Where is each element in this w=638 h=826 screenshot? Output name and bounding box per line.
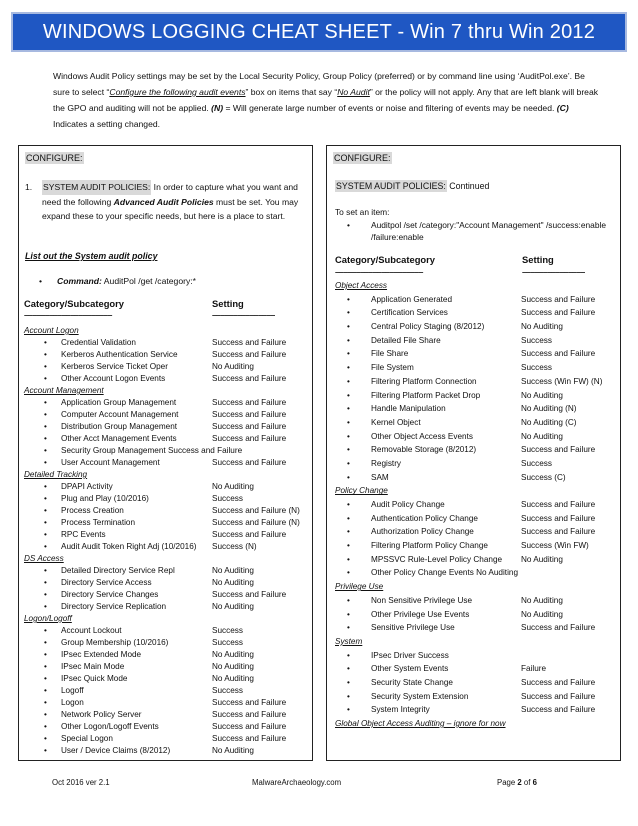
subcategory-name: File Share xyxy=(371,349,409,359)
subcategory-name: Detailed Directory Service Repl xyxy=(61,566,175,575)
header-rule-category: ––––––––––––––––––––– xyxy=(24,310,112,320)
subcategory-name: Authentication Policy Change xyxy=(371,513,478,523)
intro-text-5: ” or the policy will not apply. Any that are left blank will break the GPO and auditing will not be applied. xyxy=(53,87,599,113)
setting-value: Success xyxy=(521,458,552,468)
setting-value: Success and Failure xyxy=(521,500,596,509)
setting-value: Success (Win FW) (N) xyxy=(521,376,603,386)
subcategory-name: Logon xyxy=(61,698,84,707)
right-column xyxy=(326,145,621,761)
bullet-icon: • xyxy=(347,445,350,455)
header-setting: Setting xyxy=(522,254,554,265)
setting-value: No Auditing (N) xyxy=(521,404,577,414)
subcategory-name: Kerberos Authentication Service xyxy=(61,350,178,359)
command-line xyxy=(39,275,196,287)
bullet-icon: • xyxy=(347,527,350,537)
left-policy-list xyxy=(24,325,312,757)
intro-emphasis-no-audit: No Audit xyxy=(337,87,370,97)
policy-row xyxy=(335,348,619,362)
page-title-banner: WINDOWS LOGGING CHEAT SHEET - Win 7 thru Win 2012 xyxy=(11,12,627,52)
bullet-icon: • xyxy=(347,458,350,468)
bullet-icon: • xyxy=(44,734,47,743)
item-number: 1. xyxy=(25,182,33,192)
category-heading: Logon/Logoff xyxy=(24,614,72,623)
subcategory-name: User / Device Claims (8/2012) xyxy=(61,746,171,755)
bullet-icon: • xyxy=(44,698,47,707)
subcategory-name: Registry xyxy=(371,458,402,468)
bullet-icon: • xyxy=(44,746,47,755)
category-heading: System xyxy=(335,636,363,646)
setting-value: Success and Failure xyxy=(521,308,596,318)
bullet-icon: • xyxy=(44,530,47,539)
set-command-text: Auditpol /set /category:"Account Management" /success:enable /failure:enable xyxy=(371,219,606,242)
setting-value: No Auditing xyxy=(212,578,254,587)
policy-row xyxy=(24,505,312,517)
subcategory-name: Directory Service Changes xyxy=(61,590,159,599)
subcategory-name: Distribution Group Management xyxy=(61,422,178,431)
subcategory-name: Credential Validation xyxy=(61,338,136,347)
header-rule-category: ––––––––––––––––––––– xyxy=(335,267,423,277)
policy-row xyxy=(24,625,312,637)
policy-row xyxy=(24,373,312,385)
policy-row xyxy=(335,691,619,705)
policy-row xyxy=(335,677,619,691)
setting-value: Success and Failure xyxy=(521,623,596,633)
setting-value: Success and Failure (N) xyxy=(212,518,300,527)
bullet-icon: • xyxy=(347,431,350,441)
policy-row xyxy=(24,697,312,709)
subcategory-name: Application Group Management xyxy=(61,398,177,407)
bullet-icon: • xyxy=(347,609,350,619)
bullet-icon: • xyxy=(44,518,47,527)
bullet-icon: • xyxy=(347,363,350,373)
policy-row xyxy=(24,409,312,421)
bullet-icon: • xyxy=(347,404,350,414)
bullet-icon: • xyxy=(44,506,47,515)
policy-row xyxy=(335,307,619,321)
setting-value: No Auditing xyxy=(521,322,563,332)
category-heading: Account Management xyxy=(24,386,104,395)
policy-row xyxy=(24,721,312,733)
subcategory-name: User Account Management xyxy=(61,458,160,467)
bullet-icon: • xyxy=(44,566,47,575)
bullet-icon: • xyxy=(44,374,47,383)
bullet-icon: • xyxy=(347,219,350,230)
page-prefix: Page xyxy=(497,778,518,787)
header-category: Category/Subcategory xyxy=(335,254,436,265)
footer-page xyxy=(497,778,537,787)
system-audit-policies-continued xyxy=(335,180,489,192)
policy-row xyxy=(335,567,619,581)
subcategory-name: IPsec Main Mode xyxy=(61,662,125,671)
policy-row xyxy=(335,595,619,609)
setting-value: Success xyxy=(212,626,243,635)
setting-value: Success and Failure xyxy=(212,338,287,347)
intro-text-1: Windows Audit Policy settings may be set by the Local Security Policy, Group Policy (preferred) or by command line using ‘AuditPol.exe’. Be sure to select “ xyxy=(53,71,585,97)
section-bold-text: Advanced Audit Policies xyxy=(113,196,214,207)
intro-noise-flag: (N) xyxy=(211,103,224,113)
policy-row xyxy=(24,589,312,601)
policy-row xyxy=(335,321,619,335)
set-item-instructions xyxy=(335,206,615,244)
bullet-icon: • xyxy=(44,578,47,587)
bullet-icon: • xyxy=(347,554,350,564)
setting-value: Success and Failure xyxy=(521,705,596,715)
bullet-icon: • xyxy=(44,710,47,719)
bullet-icon: • xyxy=(44,662,47,671)
category-heading: Detailed Tracking xyxy=(24,470,88,479)
list-out-heading: List out the System audit policy xyxy=(25,251,158,261)
page-of: of xyxy=(521,778,533,787)
bullet-icon: • xyxy=(347,568,350,578)
subcategory-name: Other Object Access Events xyxy=(371,431,473,441)
subcategory-name: Central Policy Staging (8/2012) xyxy=(371,322,485,332)
page-number: 2 xyxy=(517,778,522,787)
policy-row xyxy=(335,554,619,568)
subcategory-name: DPAPI Activity xyxy=(61,482,113,491)
subcategory-name: Other System Events xyxy=(371,664,449,674)
policy-row xyxy=(24,361,312,373)
left-column xyxy=(18,145,313,761)
subcategory-name: Computer Account Management xyxy=(61,410,179,419)
setting-value: Success (C) xyxy=(521,472,566,482)
subcategory-name: Process Termination xyxy=(61,518,136,527)
setting-value: Success and Failure xyxy=(212,698,287,707)
policy-row xyxy=(24,685,312,697)
setting-value: No Auditing xyxy=(212,746,254,755)
header-rule-setting: ––––––––––––––– xyxy=(212,310,275,320)
setting-value: Success and Failure xyxy=(212,410,287,419)
subcategory-name: Application Generated xyxy=(371,294,453,304)
bullet-icon: • xyxy=(44,482,47,491)
setting-value: No Auditing xyxy=(212,662,254,671)
bullet-icon: • xyxy=(347,595,350,605)
bullet-icon: • xyxy=(44,650,47,659)
global-object-access-note: Global Object Access Auditing – ignore for now xyxy=(335,719,506,728)
configure-label-left: CONFIGURE: xyxy=(26,153,83,163)
category-heading: Object Access xyxy=(335,281,388,290)
subcategory-name: Plug and Play (10/2016) xyxy=(61,494,149,503)
bullet-icon: • xyxy=(347,500,350,509)
bullet-icon: • xyxy=(347,650,350,660)
bullet-icon: • xyxy=(44,434,47,443)
policy-row xyxy=(24,709,312,721)
policy-row xyxy=(335,444,619,458)
setting-value: No Auditing xyxy=(521,390,563,400)
subcategory-name: Network Policy Server xyxy=(61,710,142,719)
subcategory-name: Filtering Platform Connection xyxy=(371,376,477,386)
policy-row xyxy=(335,403,619,417)
bullet-icon: • xyxy=(347,623,350,633)
policy-row xyxy=(24,445,312,457)
header-setting: Setting xyxy=(212,298,244,309)
policy-row xyxy=(24,745,312,757)
policy-row xyxy=(24,493,312,505)
subcategory-name: Process Creation xyxy=(61,506,124,515)
bullet-icon: • xyxy=(44,446,47,455)
policy-row xyxy=(335,376,619,390)
subcategory-name: File System xyxy=(371,363,414,373)
subcategory-name: IPsec Quick Mode xyxy=(61,674,128,683)
subcategory-name: Other Logon/Logoff Events xyxy=(61,722,159,731)
bullet-icon: • xyxy=(44,686,47,695)
subcategory-name: Audit Audit Token Right Adj (10/2016) xyxy=(61,542,197,551)
bullet-icon: • xyxy=(347,513,350,523)
policy-row xyxy=(24,601,312,613)
bullet-icon: • xyxy=(44,494,47,503)
policy-row xyxy=(24,661,312,673)
subcategory-name: Filtering Platform Policy Change xyxy=(371,541,488,551)
subcategory-name: Directory Service Replication xyxy=(61,602,167,611)
subcategory-name: Other Acct Management Events xyxy=(61,434,177,443)
section-continued: Continued xyxy=(446,181,490,191)
subcategory-name: Logoff xyxy=(61,686,84,695)
policy-row xyxy=(24,577,312,589)
policy-row xyxy=(24,673,312,685)
set-item-label: To set an item: xyxy=(335,207,390,217)
setting-value: Success xyxy=(212,686,243,695)
bullet-icon: • xyxy=(347,472,350,482)
subcategory-name: IPsec Driver Success xyxy=(371,650,449,660)
subcategory-name: System Integrity xyxy=(371,705,430,715)
bullet-icon: • xyxy=(347,417,350,427)
policy-row xyxy=(335,704,619,718)
command-text: AuditPol /get /category:* xyxy=(101,276,197,286)
setting-value: Success and Failure xyxy=(212,710,287,719)
bullet-icon: • xyxy=(347,335,350,345)
setting-value: No Auditing xyxy=(521,609,563,619)
bullet-icon: • xyxy=(347,349,350,359)
bullet-icon: • xyxy=(44,350,47,359)
intro-paragraph xyxy=(53,68,601,132)
setting-value: No Auditing xyxy=(521,554,563,564)
policy-row xyxy=(24,649,312,661)
subcategory-name: Security System Extension xyxy=(371,691,469,701)
section-title: SYSTEM AUDIT POLICIES: xyxy=(42,180,151,195)
setting-value: Success (N) xyxy=(212,542,257,551)
policy-row xyxy=(335,663,619,677)
subcategory-name: Sensitive Privilege Use xyxy=(371,623,455,633)
policy-row xyxy=(24,529,312,541)
section-text-1: In order to capture what you want and need the following xyxy=(42,182,298,207)
policy-row xyxy=(335,294,619,308)
subcategory-name: Non Sensitive Privilege Use xyxy=(371,595,473,605)
subcategory-name: IPsec Extended Mode xyxy=(61,650,142,659)
setting-value: Success and Failure xyxy=(212,590,287,599)
policy-row xyxy=(24,517,312,529)
bullet-icon: • xyxy=(347,322,350,332)
setting-value: No Auditing (C) xyxy=(521,417,577,427)
setting-value: Success xyxy=(521,335,552,345)
policy-row xyxy=(335,390,619,404)
setting-value: Success xyxy=(212,494,243,503)
bullet-icon: • xyxy=(44,674,47,683)
subcategory-name: Kernel Object xyxy=(371,417,421,427)
setting-value: Success and Failure xyxy=(521,513,596,523)
policy-row xyxy=(335,458,619,472)
setting-value: No Auditing xyxy=(212,650,254,659)
subcategory-name: Special Logon xyxy=(61,734,113,743)
setting-value: Success and Failure xyxy=(521,445,596,455)
section-title: SYSTEM AUDIT POLICIES: xyxy=(336,181,446,191)
bullet-icon: • xyxy=(39,276,43,286)
intro-change-flag: (C) xyxy=(556,103,569,113)
intro-text-7: = Will generate large number of events or noise and filtering of events may be needed. xyxy=(223,103,557,113)
setting-value: Success and Failure xyxy=(212,434,287,443)
footer-version: Oct 2016 ver 2.1 xyxy=(52,778,110,787)
policy-row xyxy=(24,421,312,433)
bullet-icon: • xyxy=(347,691,350,701)
bullet-icon: • xyxy=(44,338,47,347)
header-category: Category/Subcategory xyxy=(24,298,125,309)
setting-value: Success and Failure xyxy=(521,349,596,359)
bullet-icon: • xyxy=(347,308,350,318)
subcategory-name: Other Policy Change Events No Auditing xyxy=(371,568,519,578)
category-heading: Policy Change xyxy=(335,486,388,496)
policy-row xyxy=(24,337,312,349)
intro-text-9: Indicates a setting changed. xyxy=(53,119,161,129)
configure-label-right: CONFIGURE: xyxy=(334,153,391,163)
set-item-command xyxy=(335,219,615,244)
setting-value: Success (Win FW) xyxy=(521,541,589,551)
setting-value: No Auditing xyxy=(521,431,563,441)
intro-text-3: ” box on items that say “ xyxy=(245,87,338,97)
setting-value: No Auditing xyxy=(212,674,254,683)
setting-value: Success xyxy=(212,638,243,647)
bullet-icon: • xyxy=(44,602,47,611)
policy-row xyxy=(335,472,619,486)
bullet-icon: • xyxy=(347,664,350,674)
subcategory-name: Detailed File Share xyxy=(371,335,441,345)
bullet-icon: • xyxy=(347,294,350,304)
policy-row xyxy=(24,565,312,577)
bullet-icon: • xyxy=(347,677,350,687)
subcategory-name: Security State Change xyxy=(371,677,453,687)
subcategory-name: Directory Service Access xyxy=(61,578,152,587)
category-heading: DS Access xyxy=(24,554,64,563)
setting-value: Success and Failure xyxy=(521,527,596,537)
policy-row xyxy=(24,433,312,445)
policy-row xyxy=(24,457,312,469)
subcategory-name: MPSSVC Rule-Level Policy Change xyxy=(371,554,503,564)
bullet-icon: • xyxy=(44,638,47,647)
bullet-icon: • xyxy=(44,422,47,431)
category-heading: Privilege Use xyxy=(335,582,384,592)
policy-row xyxy=(335,335,619,349)
policy-row xyxy=(335,362,619,376)
command-label: Command: xyxy=(57,276,102,286)
setting-value: Failure xyxy=(521,664,547,674)
subcategory-name: Group Membership (10/2016) xyxy=(61,638,169,647)
setting-value: Success and Failure xyxy=(521,677,596,687)
bullet-icon: • xyxy=(44,398,47,407)
subcategory-name: Other Privilege Use Events xyxy=(371,609,470,619)
policy-row xyxy=(335,417,619,431)
setting-value: Success and Failure xyxy=(212,734,287,743)
policy-row xyxy=(24,481,312,493)
policy-row xyxy=(24,733,312,745)
policy-row xyxy=(335,622,619,636)
setting-value: No Auditing xyxy=(212,362,254,371)
category-heading: Account Logon xyxy=(24,326,79,335)
subcategory-name: Filtering Platform Packet Drop xyxy=(371,390,481,400)
bullet-icon: • xyxy=(44,362,47,371)
setting-value: Success and Failure xyxy=(212,398,287,407)
policy-row xyxy=(335,609,619,623)
subcategory-name: Authorization Policy Change xyxy=(371,527,474,537)
setting-value: Success and Failure xyxy=(212,422,287,431)
setting-value: No Auditing xyxy=(212,566,254,575)
policy-row xyxy=(335,513,619,527)
footer-site: MalwareArchaeology.com xyxy=(252,778,342,787)
subcategory-name: Audit Policy Change xyxy=(371,500,445,509)
bullet-icon: • xyxy=(44,458,47,467)
setting-value: No Auditing xyxy=(212,602,254,611)
policy-row xyxy=(335,431,619,445)
setting-value: Success and Failure xyxy=(212,458,287,467)
bullet-icon: • xyxy=(347,390,350,400)
policy-row xyxy=(335,650,619,664)
system-audit-policies-intro xyxy=(25,180,309,224)
bullet-icon: • xyxy=(347,376,350,386)
subcategory-name: SAM xyxy=(371,472,389,482)
setting-value: No Auditing xyxy=(212,482,254,491)
subcategory-name: Other Account Logon Events xyxy=(61,374,166,383)
policy-row xyxy=(335,526,619,540)
policy-row xyxy=(335,540,619,554)
policy-row xyxy=(24,637,312,649)
subcategory-name: Certification Services xyxy=(371,308,448,318)
setting-value: Success and Failure xyxy=(521,691,596,701)
setting-value: Success and Failure xyxy=(212,722,287,731)
section-text-2: must be set. You may expand these to your specific needs, but here is a place to start. xyxy=(42,196,299,221)
subcategory-name: Security Group Management Success and Failure xyxy=(61,446,243,455)
subcategory-name: RPC Events xyxy=(61,530,106,539)
subcategory-name: Handle Manipulation xyxy=(371,404,446,414)
setting-value: Success and Failure xyxy=(212,374,287,383)
subcategory-name: Removable Storage (8/2012) xyxy=(371,445,477,455)
bullet-icon: • xyxy=(44,590,47,599)
subcategory-name: Kerberos Service Ticket Oper xyxy=(61,362,168,371)
subcategory-name: Account Lockout xyxy=(61,626,122,635)
bullet-icon: • xyxy=(347,541,350,551)
policy-row xyxy=(335,499,619,513)
bullet-icon: • xyxy=(347,705,350,715)
setting-value: Success and Failure xyxy=(212,350,287,359)
header-rule-setting: ––––––––––––––– xyxy=(522,267,585,277)
setting-value: Success and Failure xyxy=(521,294,596,304)
right-policy-list xyxy=(335,280,619,732)
setting-value: Success and Failure xyxy=(212,530,287,539)
setting-value: No Auditing xyxy=(521,595,563,605)
bullet-icon: • xyxy=(44,542,47,551)
bullet-icon: • xyxy=(44,410,47,419)
bullet-icon: • xyxy=(44,626,47,635)
policy-row xyxy=(24,349,312,361)
policy-row xyxy=(24,541,312,553)
setting-value: Success xyxy=(521,363,552,373)
policy-row xyxy=(24,397,312,409)
page-total: 6 xyxy=(532,778,537,787)
bullet-icon: • xyxy=(44,722,47,731)
intro-emphasis-configure: Configure the following audit events xyxy=(109,87,246,97)
setting-value: Success and Failure (N) xyxy=(212,506,300,515)
